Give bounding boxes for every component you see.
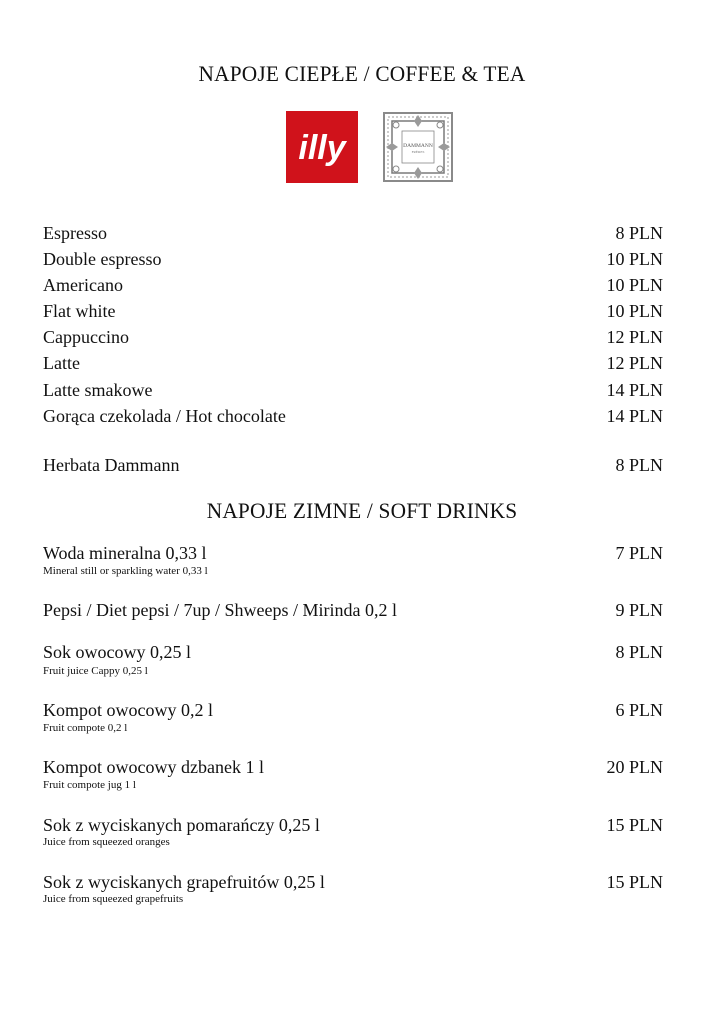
item-name: Kompot owocowy 0,2 l	[43, 700, 213, 720]
menu-item	[43, 641, 663, 663]
item-name: Espresso	[43, 223, 107, 243]
item-name: Sok z wyciskanych pomarańczy 0,25 l	[43, 815, 320, 835]
item-name: Latte	[43, 353, 80, 373]
item-price: 10 PLN	[606, 249, 663, 269]
item-subtitle: Fruit compote jug 1 l	[43, 779, 136, 791]
menu-item	[43, 326, 663, 348]
menu-item	[43, 542, 663, 564]
item-name: Herbata Dammann	[43, 455, 180, 475]
item-price: 14 PLN	[606, 406, 663, 426]
item-name: Americano	[43, 275, 123, 295]
illy-logo	[286, 111, 358, 183]
item-price: 12 PLN	[606, 327, 663, 347]
svg-text:illy: illy	[298, 129, 346, 167]
item-subtitle: Fruit compote 0,2 l	[43, 722, 128, 734]
menu-item	[43, 379, 663, 401]
item-name: Double espresso	[43, 249, 162, 269]
item-name: Sok owocowy 0,25 l	[43, 642, 191, 662]
item-name: Flat white	[43, 301, 116, 321]
item-price: 20 PLN	[606, 757, 663, 777]
menu-item	[43, 454, 663, 476]
item-price: 12 PLN	[606, 353, 663, 373]
item-name: Pepsi / Diet pepsi / 7up / Shweeps / Mirinda 0,2 l	[43, 600, 397, 620]
menu-item	[43, 248, 663, 270]
item-price: 10 PLN	[606, 301, 663, 321]
item-price: 7 PLN	[615, 543, 663, 563]
item-price: 8 PLN	[615, 642, 663, 662]
menu-item	[43, 300, 663, 322]
menu-item	[43, 405, 663, 427]
menu-item	[43, 699, 663, 721]
item-price: 10 PLN	[606, 275, 663, 295]
item-name: Sok z wyciskanych grapefruitów 0,25 l	[43, 872, 325, 892]
menu-item	[43, 756, 663, 778]
item-subtitle: Juice from squeezed oranges	[43, 836, 170, 848]
brand-logos	[286, 111, 466, 185]
item-price: 15 PLN	[606, 872, 663, 892]
menu-item	[43, 814, 663, 836]
item-price: 9 PLN	[615, 600, 663, 620]
item-name: Woda mineralna 0,33 l	[43, 543, 207, 563]
item-price: 6 PLN	[615, 700, 663, 720]
svg-text:FRÈRES: FRÈRES	[411, 150, 425, 154]
item-price: 15 PLN	[606, 815, 663, 835]
item-price: 8 PLN	[615, 455, 663, 475]
menu-item	[43, 222, 663, 244]
menu-item	[43, 599, 663, 621]
item-name: Gorąca czekolada / Hot chocolate	[43, 406, 286, 426]
menu-item	[43, 274, 663, 296]
menu-item	[43, 871, 663, 893]
menu-item	[43, 352, 663, 374]
item-name: Kompot owocowy dzbanek 1 l	[43, 757, 264, 777]
cold-drinks-heading: NAPOJE ZIMNE / SOFT DRINKS	[206, 498, 518, 523]
item-subtitle: Fruit juice Cappy 0,25 l	[43, 665, 148, 677]
item-subtitle: Juice from squeezed grapefruits	[43, 893, 184, 905]
item-price: 8 PLN	[615, 223, 663, 243]
item-subtitle: Mineral still or sparkling water 0,33 l	[43, 565, 208, 577]
item-price: 14 PLN	[606, 380, 663, 400]
svg-text:DAMMANN: DAMMANN	[403, 143, 433, 149]
dammann-logo	[382, 111, 454, 183]
item-name: Latte smakowe	[43, 380, 153, 400]
hot-drinks-heading: NAPOJE CIEPŁE / COFFEE & TEA	[198, 61, 526, 86]
item-name: Cappuccino	[43, 327, 129, 347]
